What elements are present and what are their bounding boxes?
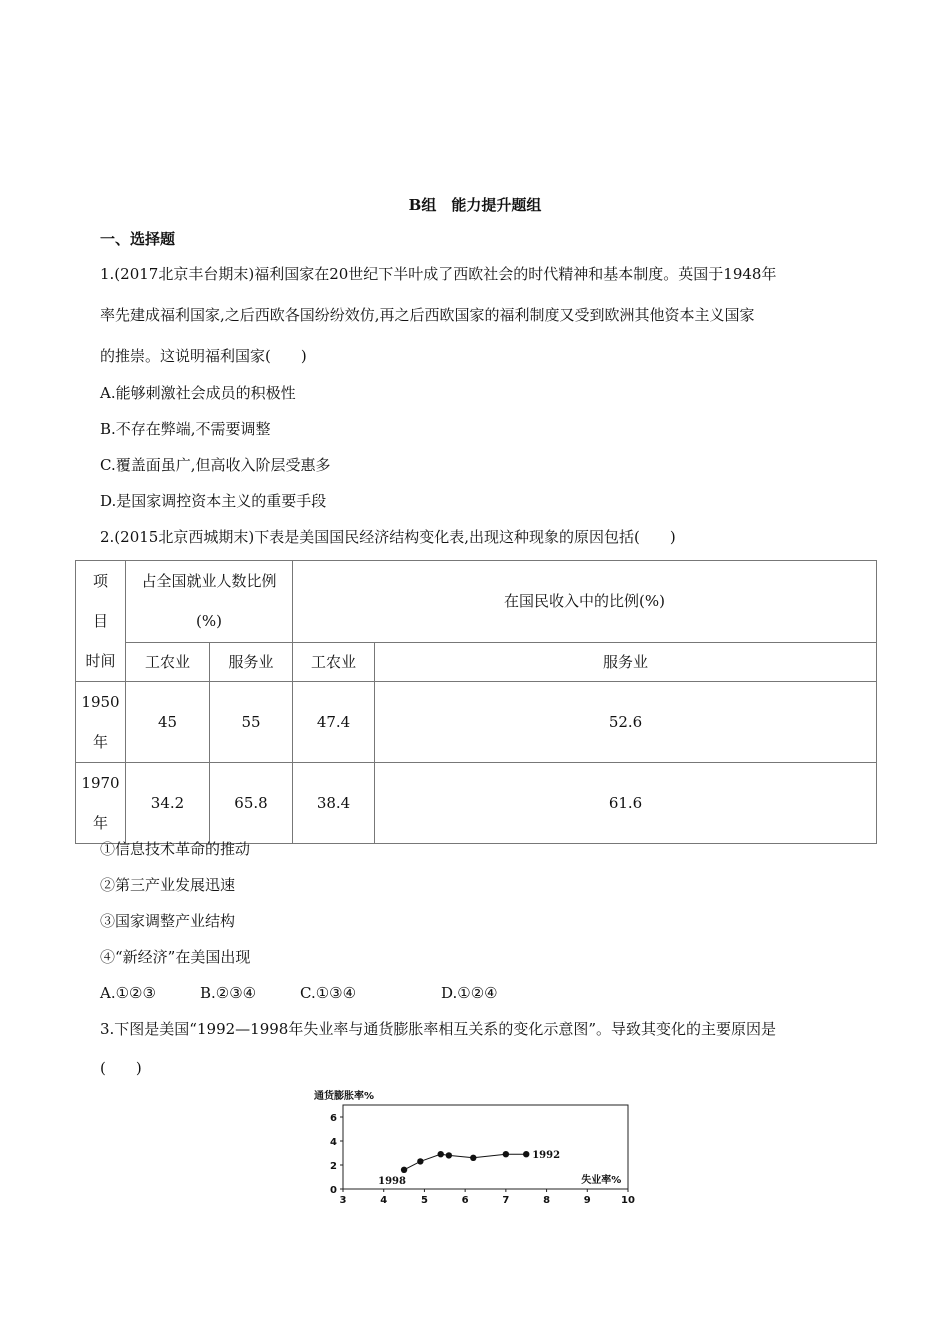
year-cell (76, 763, 126, 844)
q2-item-4: ④“新经济”在美国出现 (100, 948, 251, 966)
data-point (401, 1167, 407, 1173)
q2-option-c: C.①③④ (300, 984, 357, 1002)
q1-option-c: C.覆盖面虽广,但高收入阶层受惠多 (100, 456, 331, 474)
y-tick-label: 4 (330, 1137, 337, 1148)
year-number: 1970 (81, 774, 120, 792)
group-header-income: 在国民收入中的比例(%) (293, 561, 877, 643)
x-axis-label: 失业率% (581, 1175, 622, 1186)
value-cell: 55 (210, 682, 293, 763)
q2-options (100, 983, 498, 1003)
subheader-cell: 工农业 (293, 642, 375, 681)
value-cell: 52.6 (375, 682, 877, 763)
y-tick-label: 2 (330, 1161, 337, 1172)
section-title: B组 能力提升题组 (408, 196, 542, 214)
subheader-cell: 服务业 (375, 642, 877, 681)
data-point (438, 1151, 444, 1157)
subheader-cell: 服务业 (210, 642, 293, 681)
q2-item-1: ①信息技术革命的推动 (100, 840, 251, 858)
year-suffix: 年 (92, 814, 108, 832)
q1-option-a: A.能够刺激社会成员的积极性 (100, 384, 296, 402)
x-tick-label: 7 (502, 1195, 510, 1206)
q1-stem-line3: 的推崇。这说明福利国家( ) (100, 347, 307, 365)
q3-stem-line2: ( ) (100, 1059, 142, 1077)
q1-option-d: D.是国家调控资本主义的重要手段 (100, 492, 327, 510)
y-axis-label: 通货膨胀率% (314, 1091, 375, 1102)
x-tick-label: 3 (339, 1195, 347, 1206)
table-row (76, 682, 877, 763)
data-point (417, 1158, 423, 1164)
table-corner-cell (76, 561, 126, 682)
economy-structure-table (75, 560, 877, 844)
corner-text-1: 项 (92, 572, 108, 590)
q1-option-b: B.不存在弊端,不需要调整 (100, 420, 271, 438)
annotation-1992: 1992 (532, 1150, 561, 1162)
annotation-1998: 1998 (378, 1175, 406, 1187)
q2-item-3: ③国家调整产业结构 (100, 912, 236, 930)
year-number: 1950 (81, 693, 120, 711)
q2-option-d: D.①②④ (441, 984, 498, 1002)
year-cell (76, 682, 126, 763)
group1-title-line1: 占全国就业人数比例 (141, 572, 277, 591)
x-tick-label: 8 (543, 1195, 551, 1206)
corner-text-2: 目 (92, 612, 108, 630)
q1-stem-line1: 1.(2017北京丰台期末)福利国家在20世纪下半叶成了西欧社会的时代精神和基本制度。英国于1948年 (100, 265, 777, 283)
value-cell: 65.8 (210, 763, 293, 844)
q3-stem-line1: 3.下图是美国“1992—1998年失业率与通货膨胀率相互关系的变化示意图”。导致其变化的主要原因是 (100, 1020, 777, 1038)
q1-stem-line2: 率先建成福利国家,之后西欧各国纷纷效仿,再之后西欧国家的福利制度又受到欧洲其他资本主义国家 (100, 306, 755, 324)
value-cell: 34.2 (126, 763, 210, 844)
value-cell: 61.6 (375, 763, 877, 844)
table-row (76, 763, 877, 844)
value-cell: 38.4 (293, 763, 375, 844)
unemployment-inflation-chart (300, 1085, 650, 1210)
data-point (523, 1151, 529, 1157)
data-point (446, 1152, 452, 1158)
x-tick-label: 10 (621, 1195, 635, 1206)
value-cell: 45 (126, 682, 210, 763)
data-point (470, 1155, 476, 1161)
group-header-employment (126, 561, 293, 643)
value-cell: 47.4 (293, 682, 375, 763)
part-heading: 一、选择题 (100, 230, 176, 248)
y-tick-label: 0 (330, 1185, 337, 1196)
q2-option-b: B.②③④ (200, 984, 257, 1002)
x-tick-label: 6 (461, 1195, 469, 1206)
corner-text-3: 时间 (85, 652, 116, 670)
x-tick-label: 9 (583, 1195, 591, 1206)
year-suffix: 年 (92, 733, 108, 751)
group1-title-line2: (%) (196, 612, 222, 631)
y-tick-label: 6 (330, 1113, 337, 1124)
q2-option-a: A.①②③ (100, 984, 156, 1002)
q2-stem: 2.(2015北京西城期末)下表是美国国民经济结构变化表,出现这种现象的原因包括( ) (100, 528, 676, 546)
q2-item-2: ②第三产业发展迅速 (100, 876, 236, 894)
x-tick-label: 5 (420, 1195, 428, 1206)
x-tick-label: 4 (380, 1195, 388, 1206)
subheader-cell: 工农业 (126, 642, 210, 681)
data-point (503, 1151, 509, 1157)
